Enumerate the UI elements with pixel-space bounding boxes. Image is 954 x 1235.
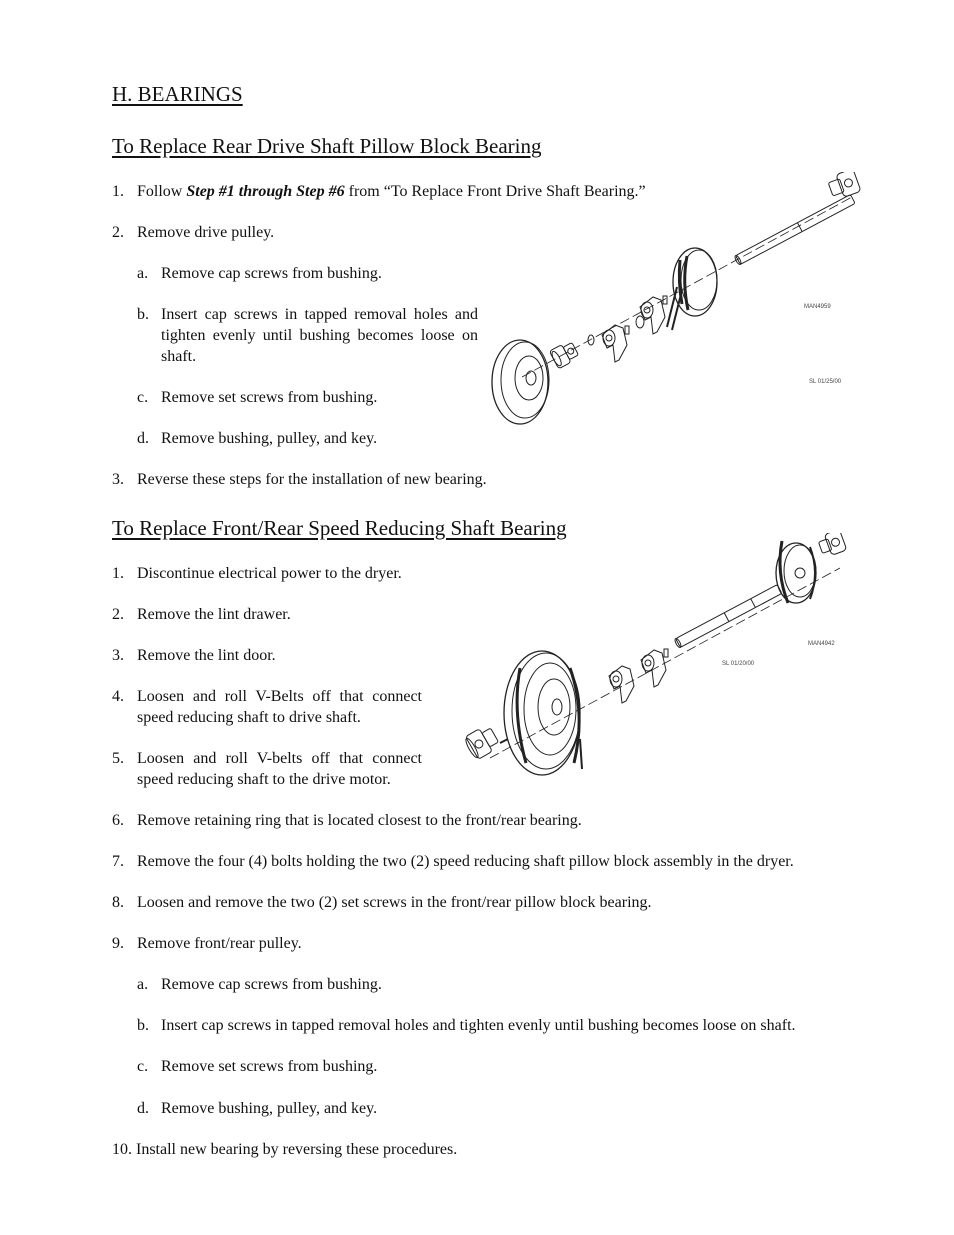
step-letter: d. [137, 1100, 149, 1117]
step-number: 9. [112, 935, 124, 952]
step-letter: d. [137, 430, 149, 447]
step-text: Loosen and roll V-belts off that connect speed reducing shaft to the drive motor. [137, 750, 422, 788]
step-number: 1. [112, 183, 124, 200]
step-text: Remove the lint drawer. [137, 606, 291, 623]
step-text: Install new bearing by reversing these procedures. [136, 1141, 458, 1158]
figure-code: MAN4942 [808, 641, 835, 647]
step-number: 2. [112, 224, 124, 241]
figure-date: SL 01/20/00 [722, 661, 755, 667]
p2-step-9 [0, 933, 954, 954]
step-text: Insert cap screws in tapped removal holes and tighten evenly until bushing becomes loose on shaft. [161, 1017, 796, 1034]
step-number: 1. [112, 565, 124, 582]
p2-step-9d [0, 1098, 954, 1119]
step-text: Loosen and roll V-Belts off that connect speed reducing shaft to drive shaft. [137, 688, 422, 726]
p2-step-9a [0, 974, 954, 995]
figure-date: SL 01/25/00 [809, 379, 842, 385]
p2-step-9b [0, 1015, 954, 1036]
step-text: Loosen and remove the two (2) set screws in the front/rear pillow block bearing. [137, 894, 652, 911]
step-letter: b. [137, 306, 149, 323]
step-number: 4. [112, 688, 124, 705]
step-text: Remove cap screws from bushing. [161, 265, 382, 282]
step-number: 7. [112, 853, 124, 870]
step-number: 6. [112, 812, 124, 829]
step-number: 10. [112, 1141, 132, 1158]
step-number: 2. [112, 606, 124, 623]
step-letter: b. [137, 1017, 149, 1034]
step-text: Remove the lint door. [137, 647, 276, 664]
step-text: Reverse these steps for the installation of new bearing. [137, 471, 487, 488]
step-text: Follow [137, 183, 187, 200]
step-text: Remove front/rear pulley. [137, 935, 302, 952]
step-text: Remove cap screws from bushing. [161, 976, 382, 993]
p2-step-7 [0, 851, 954, 872]
step-text: Remove the four (4) bolts holding the two (2) speed reducing shaft pillow block assembly in the dryer. [137, 853, 794, 870]
step-number: 5. [112, 750, 124, 767]
step-letter: a. [137, 265, 149, 282]
step-number: 8. [112, 894, 124, 911]
step-text: Remove bushing, pulley, and key. [161, 1100, 378, 1117]
procedure-1-title: To Replace Rear Drive Shaft Pillow Block Bearing [112, 134, 542, 158]
p2-step-9c [0, 1056, 954, 1077]
step-number: 3. [112, 471, 124, 488]
speed-reducing-shaft-exploded-figure [460, 533, 860, 781]
step-letter: c. [137, 389, 149, 406]
step-text: Discontinue electrical power to the dryer. [137, 565, 402, 582]
p1-step-3 [0, 469, 954, 490]
step-letter: c. [137, 1058, 149, 1075]
step-text: Remove set screws from bushing. [161, 389, 378, 406]
step-text: Insert cap screws in tapped removal holes and tighten evenly until bushing becomes loose on shaft. [161, 306, 478, 365]
step-text: Remove set screws from bushing. [161, 1058, 378, 1075]
step-text: from “To Replace Front Drive Shaft Bearing.” [344, 183, 646, 200]
section-title: H. BEARINGS [112, 82, 243, 106]
drive-shaft-exploded-figure [482, 172, 874, 432]
figure-code: MAN4959 [804, 304, 831, 310]
step-text: Remove retaining ring that is located closest to the front/rear bearing. [137, 812, 582, 829]
p2-step-8 [0, 892, 954, 913]
step-number: 3. [112, 647, 124, 664]
step-text: Remove drive pulley. [137, 224, 275, 241]
p2-step-10 [112, 1139, 812, 1160]
procedure-2-title: To Replace Front/Rear Speed Reducing Shaft Bearing [112, 516, 567, 540]
step-reference: Step #1 through Step #6 [186, 183, 345, 200]
step-letter: a. [137, 976, 149, 993]
step-text: Remove bushing, pulley, and key. [161, 430, 378, 447]
p2-step-6 [0, 810, 954, 831]
